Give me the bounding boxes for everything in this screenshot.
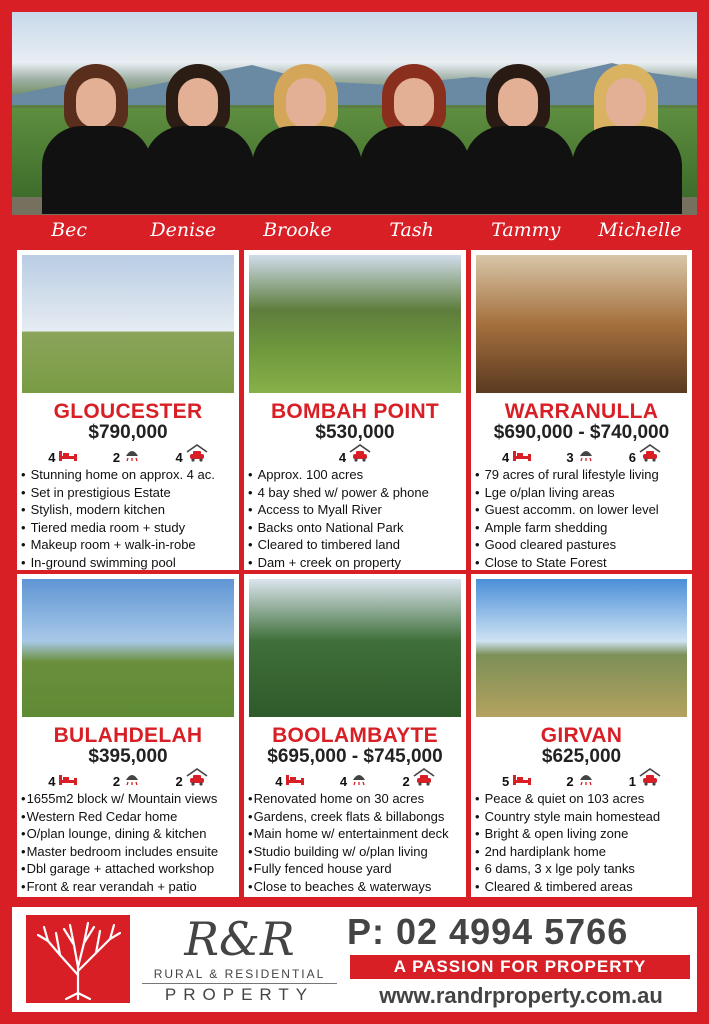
team-photo [12, 12, 697, 215]
feature-item: • Front & rear verandah + patio [21, 878, 237, 896]
feature-list [475, 466, 690, 571]
listing-specs [244, 445, 466, 465]
feature-item: • Gardens, creek flats & billabongs [248, 808, 464, 826]
bathrooms-count: 2 [113, 445, 141, 465]
bathrooms-count: 4 [340, 769, 368, 789]
listing-specs [17, 769, 239, 789]
feature-item: • Cleared & timbered areas [475, 878, 690, 896]
phone-number[interactable]: P: 02 4994 5766 [347, 911, 629, 952]
bed-icon [512, 772, 532, 789]
feature-item: • In-ground swimming pool [21, 554, 237, 572]
listing-card[interactable] [471, 574, 692, 897]
property-photo[interactable] [249, 255, 461, 393]
garage-car-icon [639, 444, 661, 465]
feature-item: • Cleared to timbered land [248, 536, 464, 554]
logo-wordmark: R&R [184, 912, 295, 966]
feature-item: • Approx. 100 acres [248, 466, 464, 484]
feature-item: • O/plan lounge, dining & kitchen [21, 825, 237, 843]
agent-name: Bec [51, 219, 88, 241]
bathrooms-count: 2 [566, 769, 594, 789]
agent-photo-tammy [464, 64, 574, 214]
agent-photo-bec [42, 64, 152, 214]
feature-item: • Good cleared pastures [475, 536, 690, 554]
agent-photo-denise [144, 64, 254, 214]
feature-item: • Country style main homestead [475, 808, 690, 826]
bed-icon [58, 448, 78, 465]
agent-name: Brooke [263, 219, 332, 241]
bedrooms-count: 4 [502, 445, 532, 465]
shower-icon [123, 446, 141, 465]
property-photo[interactable] [476, 255, 687, 393]
shower-icon [577, 446, 595, 465]
feature-item: • Fully fenced house yard [248, 860, 464, 878]
listing-card[interactable] [17, 250, 239, 570]
logo-divider [142, 983, 337, 984]
feature-item: • Peace & quiet on 103 acres [475, 790, 690, 808]
garage-car-icon [413, 768, 435, 789]
feature-item: • Dam + creek on property [248, 554, 464, 572]
feature-list [248, 466, 464, 571]
agent-photo-michelle [572, 64, 682, 214]
feature-item: • Tiered media room + study [21, 519, 237, 537]
agent-names-bar [12, 215, 697, 245]
agent-name: Denise [150, 219, 217, 241]
bedrooms-count: 4 [275, 769, 305, 789]
bed-icon [512, 448, 532, 465]
car-spaces-count: 2 [403, 769, 435, 789]
listing-card[interactable] [471, 250, 692, 570]
car-spaces-count: 2 [176, 769, 208, 789]
bedrooms-count: 5 [502, 769, 532, 789]
feature-item: • Studio building w/ o/plan living [248, 843, 464, 861]
feature-list [21, 466, 237, 571]
feature-item: • Master bedroom includes ensuite [21, 843, 237, 861]
feature-item: • 79 acres of rural lifestyle living [475, 466, 690, 484]
car-spaces-count: 1 [629, 769, 661, 789]
listing-location[interactable]: GLOUCESTER [53, 400, 203, 423]
listing-price: $395,000 [88, 746, 168, 767]
agent-name: Tash [389, 219, 434, 241]
listing-specs [17, 445, 239, 465]
feature-item: • Main home w/ entertainment deck [248, 825, 464, 843]
feature-item: • Close to beaches & waterways [248, 878, 464, 896]
listing-location[interactable]: WARRANULLA [504, 400, 659, 423]
property-photo[interactable] [249, 579, 461, 717]
feature-item: • Makeup room + walk-in-robe [21, 536, 237, 554]
feature-item: • 2nd hardiplank home [475, 843, 690, 861]
bed-icon [285, 772, 305, 789]
listing-location[interactable]: BULAHDELAH [53, 724, 203, 747]
listing-specs [471, 769, 692, 789]
logo-property-word: PROPERTY [164, 985, 315, 1004]
garage-car-icon [639, 768, 661, 789]
garage-car-icon [186, 768, 208, 789]
bedrooms-count: 4 [48, 445, 78, 465]
feature-item: • Stunning home on approx. 4 ac. [21, 466, 237, 484]
feature-item: • Backs onto National Park [248, 519, 464, 537]
listing-price: $695,000 - $745,000 [267, 746, 443, 767]
logo-subtitle: RURAL & RESIDENTIAL [153, 967, 326, 981]
listing-specs [471, 445, 692, 465]
shower-icon [123, 770, 141, 789]
bed-icon [58, 772, 78, 789]
website-link[interactable]: www.randrproperty.com.au [379, 983, 663, 1008]
car-spaces-count: 4 [339, 445, 371, 465]
agent-photo-brooke [252, 64, 362, 214]
feature-item: • Dbl garage + attached workshop [21, 860, 237, 878]
listing-price: $790,000 [88, 422, 168, 443]
feature-item: • 4 bay shed w/ power & phone [248, 484, 464, 502]
feature-item: • Guest accomm. on lower level [475, 501, 690, 519]
feature-item: • Renovated home on 30 acres [248, 790, 464, 808]
feature-list [475, 790, 690, 895]
listing-location[interactable]: BOOLAMBAYTE [272, 724, 438, 747]
tagline-banner: A PASSION FOR PROPERTY [350, 955, 690, 979]
feature-item: • Western Red Cedar home [21, 808, 237, 826]
bathrooms-count: 3 [566, 445, 594, 465]
listing-price: $690,000 - $740,000 [493, 422, 670, 443]
listing-specs [244, 769, 466, 789]
feature-item: • Set in prestigious Estate [21, 484, 237, 502]
listing-location[interactable]: GIRVAN [540, 724, 623, 747]
feature-item: • Close to State Forest [475, 554, 690, 572]
shower-icon [577, 770, 595, 789]
feature-list [21, 790, 237, 895]
feature-item: • 1655m2 block w/ Mountain views [21, 790, 237, 808]
footer-banner [12, 907, 697, 1012]
listing-card[interactable] [17, 574, 239, 897]
listing-card[interactable] [244, 574, 466, 897]
car-spaces-count: 6 [629, 445, 661, 465]
property-photo[interactable] [22, 255, 234, 393]
listing-card[interactable] [244, 250, 466, 570]
garage-car-icon [349, 444, 371, 465]
feature-item: • Access to Myall River [248, 501, 464, 519]
listings-grid [12, 245, 697, 902]
feature-item: • Ample farm shedding [475, 519, 690, 537]
feature-item: • 6 dams, 3 x lge poly tanks [475, 860, 690, 878]
garage-car-icon [186, 444, 208, 465]
listing-price: $625,000 [541, 746, 622, 767]
feature-item: • Bright & open living zone [475, 825, 690, 843]
shower-icon [350, 770, 368, 789]
bathrooms-count: 2 [113, 769, 141, 789]
agent-name: Tammy [491, 219, 561, 241]
listing-price: $530,000 [315, 422, 395, 443]
feature-list [248, 790, 464, 895]
property-photo[interactable] [22, 579, 234, 717]
property-photo[interactable] [476, 579, 687, 717]
agent-photo-tash [360, 64, 470, 214]
feature-item: • Stylish, modern kitchen [21, 501, 237, 519]
bedrooms-count: 4 [48, 769, 78, 789]
listing-location[interactable]: BOMBAH POINT [270, 400, 440, 423]
tree-logo-icon [26, 915, 130, 1003]
car-spaces-count: 4 [176, 445, 208, 465]
feature-item: • Lge o/plan living areas [475, 484, 690, 502]
agent-name: Michelle [598, 219, 682, 241]
